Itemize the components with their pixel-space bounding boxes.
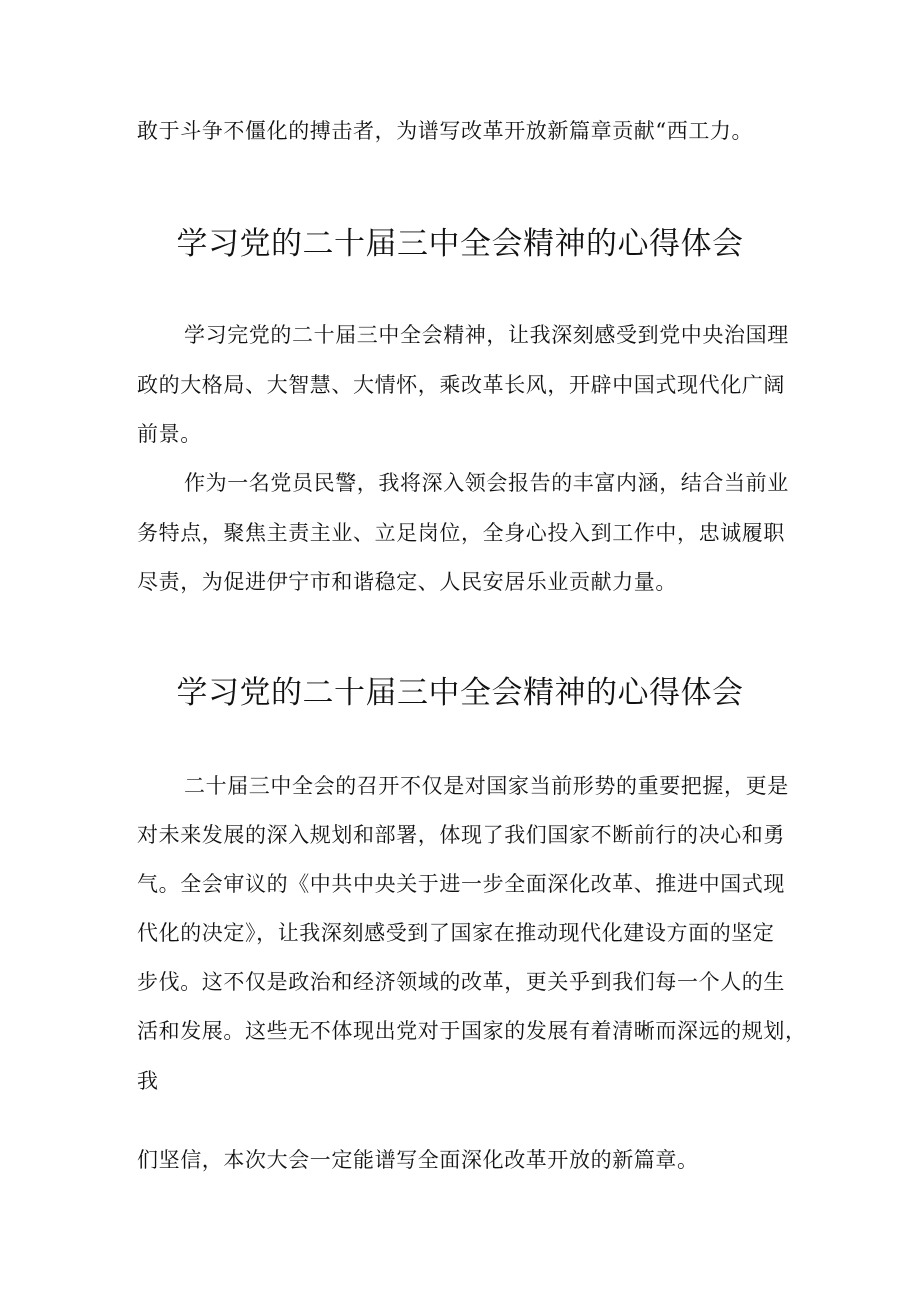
body-text-line: 政的大格局、大智慧、大情怀，乘改革长风，开辟中国式现代化广阔 (137, 373, 785, 397)
body-text-line: 代化的决定》，让我深刻感受到了国家在推动现代化建设方面的坚定 (137, 921, 775, 945)
section-title: 学习党的二十届三中全会精神的心得体会 (176, 226, 744, 262)
body-text-line: 敢于斗争不僵化的搏击者，为谱写改革开放新篇章贡献“西工力。 (137, 119, 754, 143)
body-text-line: 步伐。这不仅是政治和经济领域的改革，更关乎到我们每一个人的生 (137, 970, 785, 994)
body-text-line: 对未来发展的深入规划和部署，体现了我们国家不断前行的决心和勇 (137, 823, 785, 847)
body-text-line: 尽责，为促进伊宁市和谐稳定、人民安居乐业贡献力量。 (137, 570, 677, 594)
body-text-line: 活和发展。这些无不体现出党对于国家的发展有着清晰而深远的规划， (137, 1019, 807, 1043)
body-text-line: 气。全会审议的《中共中央关于进一步全面深化改革、推进中国式现 (137, 872, 785, 896)
body-text-line: 我 (137, 1069, 159, 1093)
body-text-line: 二十届三中全会的召开不仅是对国家当前形势的重要把握，更是 (184, 774, 789, 798)
body-text-line: 作为一名党员民警，我将深入领会报告的丰富内涵，结合当前业 (184, 471, 789, 495)
section-title: 学习党的二十届三中全会精神的心得体会 (176, 675, 744, 711)
body-text-line: 们坚信，本次大会一定能谱写全面深化改革开放的新篇章。 (137, 1148, 699, 1172)
body-text-line: 务特点，聚焦主责主业、立足岗位，全身心投入到工作中，忠诚履职 (137, 521, 785, 545)
body-text-line: 前景。 (137, 422, 202, 446)
body-text-line: 学习完党的二十届三中全会精神，让我深刻感受到党中央治国理 (184, 323, 789, 347)
